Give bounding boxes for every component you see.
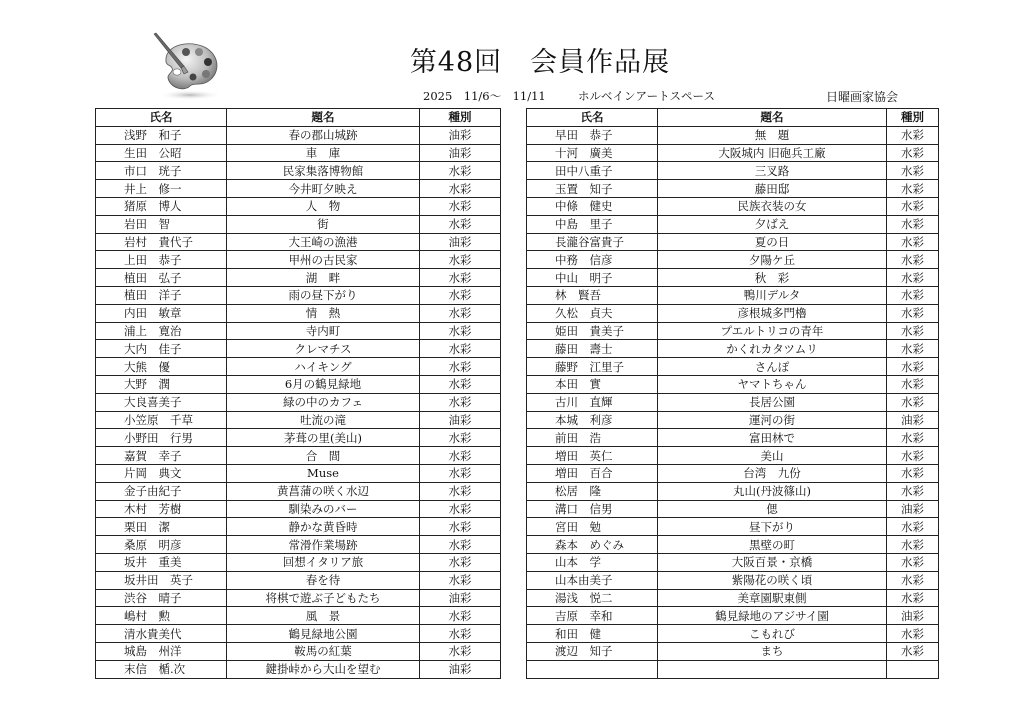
artwork-medium: 水彩 [420,180,501,198]
member-name: 市口 珖子 [96,162,227,180]
artwork-medium: 水彩 [420,571,501,589]
artwork-title [658,660,887,678]
artwork-medium: 水彩 [887,251,939,269]
table-row [527,358,939,376]
column-header-title: 題名 [227,109,420,127]
artwork-medium: 水彩 [887,286,939,304]
member-name: 山本由美子 [527,571,658,589]
artwork-medium: 水彩 [887,322,939,340]
member-name: 中島 里子 [527,215,658,233]
column-header-medium: 種別 [420,109,501,127]
table-row [96,358,501,376]
artwork-title: 美山 [658,447,887,465]
artwork-title: 鶴見緑地のアジサイ園 [658,607,887,625]
table-row [96,393,501,411]
artwork-title: 富田林で [658,429,887,447]
table-row [96,464,501,482]
table-row [527,571,939,589]
artwork-title: 民家集落博物館 [227,162,420,180]
artwork-title: 鍵掛峠から大山を望む [227,660,420,678]
table-row [96,607,501,625]
table-row [527,286,939,304]
artwork-medium: 油彩 [420,144,501,162]
member-name: 溝口 信男 [527,500,658,518]
artwork-medium: 油彩 [887,607,939,625]
artwork-title: 回想イタリア旅 [227,553,420,571]
artwork-title: 今井町夕映え [227,180,420,198]
artwork-title: 合 間 [227,447,420,465]
artwork-medium: 水彩 [420,447,501,465]
member-name: 大内 佳子 [96,340,227,358]
table-row [527,464,939,482]
artwork-medium: 水彩 [887,269,939,287]
member-name: 藤野 江里子 [527,358,658,376]
table-row [96,660,501,678]
table-row [527,393,939,411]
artwork-medium: 水彩 [420,304,501,322]
member-name: 小野田 行男 [96,429,227,447]
table-row [527,269,939,287]
artwork-title: ハイキング [227,358,420,376]
member-name: 増田 英仁 [527,447,658,465]
member-name: 玉置 知子 [527,180,658,198]
artwork-medium: 水彩 [887,215,939,233]
table-row [96,411,501,429]
artwork-medium: 水彩 [420,358,501,376]
table-row [527,197,939,215]
artwork-medium: 油彩 [420,411,501,429]
table-row [527,518,939,536]
column-header-name: 氏名 [527,109,658,127]
artwork-medium: 水彩 [420,215,501,233]
artwork-title: 寺内町 [227,322,420,340]
artwork-title: 街 [227,215,420,233]
table-header-row [527,109,939,127]
member-name: 末信 楯.次 [96,660,227,678]
member-name: 上田 恭子 [96,251,227,269]
artwork-medium: 水彩 [887,536,939,554]
table-row [96,482,501,500]
member-name: 岩田 智 [96,215,227,233]
artwork-title: 秋 彩 [658,269,887,287]
table-row [527,233,939,251]
member-name: 田中八重子 [527,162,658,180]
member-name: 内田 敏章 [96,304,227,322]
artwork-medium: 水彩 [420,607,501,625]
member-name: 森本 めぐみ [527,536,658,554]
member-name: 小笠原 千草 [96,411,227,429]
table-row [527,500,939,518]
member-name: 浦上 寛治 [96,322,227,340]
table-row [96,375,501,393]
table-header-row [96,109,501,127]
table-row [527,375,939,393]
artwork-medium: 水彩 [420,393,501,411]
artwork-medium: 水彩 [420,464,501,482]
table-row [96,553,501,571]
artwork-title: 雨の昼下がり [227,286,420,304]
table-row [96,269,501,287]
member-name: 中條 健史 [527,197,658,215]
artwork-medium: 水彩 [420,553,501,571]
artwork-medium: 水彩 [887,589,939,607]
artwork-title: 静かな黄昏時 [227,518,420,536]
artwork-medium: 水彩 [887,304,939,322]
artwork-title: 車 庫 [227,144,420,162]
artwork-medium: 水彩 [420,500,501,518]
member-name: 藤田 壽士 [527,340,658,358]
artwork-medium: 油彩 [887,411,939,429]
table-row [96,429,501,447]
table-row [96,286,501,304]
artwork-medium: 水彩 [420,286,501,304]
artwork-title: 風 景 [227,607,420,625]
member-name: 早田 恭子 [527,126,658,144]
artwork-title: 夏の日 [658,233,887,251]
member-name: 中山 明子 [527,269,658,287]
member-name: 大熊 優 [96,358,227,376]
artwork-title: 緑の中のカフェ [227,393,420,411]
artwork-medium: 油彩 [420,126,501,144]
table-row [527,304,939,322]
artwork-title: クレマチス [227,340,420,358]
table-row [527,429,939,447]
artwork-title: 大王崎の漁港 [227,233,420,251]
member-name: 林 賢吾 [527,286,658,304]
table-row [527,162,939,180]
member-name: 大良喜美子 [96,393,227,411]
member-name: 久松 貞夫 [527,304,658,322]
table-row [96,233,501,251]
artwork-medium: 水彩 [420,518,501,536]
exhibition-date: 2025 11/6～ 11/11 [423,89,546,103]
member-name: 吉原 幸和 [527,607,658,625]
table-row [96,304,501,322]
table-row [96,197,501,215]
table-row [96,126,501,144]
member-name: 生田 公昭 [96,144,227,162]
artwork-medium: 水彩 [887,375,939,393]
member-name: 坂井 重美 [96,553,227,571]
member-name: 栗田 潔 [96,518,227,536]
artwork-medium: 水彩 [887,642,939,660]
artwork-medium: 水彩 [420,251,501,269]
member-name: 猪原 博人 [96,197,227,215]
table-row [527,660,939,678]
artwork-medium: 水彩 [887,126,939,144]
member-table-right [526,108,939,679]
table-row [96,162,501,180]
member-name: 松居 隆 [527,482,658,500]
member-name: 古川 直輝 [527,393,658,411]
table-row [96,589,501,607]
column-header-title: 題名 [658,109,887,127]
palette-brush-icon [146,32,228,104]
artwork-title: ヤマトちゃん [658,375,887,393]
table-row [96,322,501,340]
artwork-title: 6月の鶴見緑地 [227,375,420,393]
table-row [527,215,939,233]
artwork-title: 夕陽ケ丘 [658,251,887,269]
member-name: 本城 利彦 [527,411,658,429]
table-row [96,144,501,162]
member-name: 宮田 勉 [527,518,658,536]
artwork-medium: 水彩 [887,358,939,376]
artwork-title: 黒壁の町 [658,536,887,554]
table-row [527,340,939,358]
artwork-medium: 水彩 [887,447,939,465]
member-name: 嶋村 勲 [96,607,227,625]
artwork-medium: 油彩 [420,660,501,678]
artwork-medium: 水彩 [420,429,501,447]
table-row [527,625,939,643]
artwork-medium: 油彩 [420,589,501,607]
artwork-medium: 水彩 [420,375,501,393]
artwork-medium: 水彩 [887,162,939,180]
table-row [527,447,939,465]
member-name: 片岡 典文 [96,464,227,482]
artwork-title: 丸山(丹波篠山) [658,482,887,500]
table-row [527,536,939,554]
artwork-medium: 水彩 [420,625,501,643]
member-name: 大野 潤 [96,375,227,393]
member-name: 植田 洋子 [96,286,227,304]
table-row [96,642,501,660]
artwork-medium: 油彩 [887,500,939,518]
member-name: 井上 修一 [96,180,227,198]
artwork-title: かくれカタツムリ [658,340,887,358]
member-name: 中務 信彦 [527,251,658,269]
artwork-title: 大阪百景・京橋 [658,553,887,571]
artwork-title: 春の郡山城跡 [227,126,420,144]
artwork-title: 馴染みのバー [227,500,420,518]
member-name: 桑原 明彦 [96,536,227,554]
artwork-medium: 水彩 [420,536,501,554]
artwork-medium: 水彩 [420,642,501,660]
table-row [527,411,939,429]
artwork-title: 美章園駅東側 [658,589,887,607]
member-name: 浅野 和子 [96,126,227,144]
table-row [96,340,501,358]
artwork-title: 鶴見緑地公園 [227,625,420,643]
artwork-medium: 水彩 [887,625,939,643]
artwork-title: 吐流の滝 [227,411,420,429]
exhibition-venue: ホルベインアートスペース [578,89,715,103]
member-name: 金子由紀子 [96,482,227,500]
table-row [527,642,939,660]
artwork-title: 夕ばえ [658,215,887,233]
artwork-medium: 油彩 [420,233,501,251]
artwork-medium: 水彩 [887,553,939,571]
artwork-title: さんぽ [658,358,887,376]
artwork-title: 湖 畔 [227,269,420,287]
artwork-title: 台湾 九份 [658,464,887,482]
artwork-medium: 水彩 [887,518,939,536]
member-name: 清水貴美代 [96,625,227,643]
table-row [96,500,501,518]
organization-name: 日曜画家協会 [826,90,899,104]
artwork-title: 紫陽花の咲く頃 [658,571,887,589]
artwork-medium: 水彩 [420,269,501,287]
artwork-title: 長居公園 [658,393,887,411]
artwork-title: 常滑作業場跡 [227,536,420,554]
table-row [527,251,939,269]
member-table-left [95,108,501,679]
table-row [96,447,501,465]
artwork-title: 昼下がり [658,518,887,536]
table-row [96,518,501,536]
artwork-medium: 水彩 [887,233,939,251]
member-name: 坂井田 英子 [96,571,227,589]
artwork-medium: 水彩 [887,464,939,482]
member-name: 嘉賀 幸子 [96,447,227,465]
table-row [96,180,501,198]
table-row [527,589,939,607]
member-name: 前田 浩 [527,429,658,447]
member-name [527,660,658,678]
artwork-title: 運河の街 [658,411,887,429]
member-name: 城島 州洋 [96,642,227,660]
artwork-title: 情 熱 [227,304,420,322]
artwork-title: 大阪城内 旧砲兵工廠 [658,144,887,162]
table-row [527,322,939,340]
table-row [527,482,939,500]
column-header-medium: 種別 [887,109,939,127]
member-name: 渡辺 知子 [527,642,658,660]
artwork-title: 鞍馬の紅葉 [227,642,420,660]
table-row [96,571,501,589]
artwork-medium: 水彩 [420,340,501,358]
artwork-medium: 水彩 [420,482,501,500]
member-name: 木村 芳樹 [96,500,227,518]
table-row [96,536,501,554]
member-name: 岩村 貴代子 [96,233,227,251]
artwork-title: 春を待 [227,571,420,589]
artwork-title: 将棋で遊ぶ子どもたち [227,589,420,607]
artwork-title: 彦根城多門櫓 [658,304,887,322]
artwork-medium: 水彩 [887,197,939,215]
column-header-name: 氏名 [96,109,227,127]
artwork-title: 偲 [658,500,887,518]
artwork-title: 三叉路 [658,162,887,180]
table-row [527,180,939,198]
table-row [96,251,501,269]
artwork-title: こもれび [658,625,887,643]
artwork-medium [887,660,939,678]
artwork-title: 藤田邸 [658,180,887,198]
member-name: 姫田 貴美子 [527,322,658,340]
member-name: 和田 健 [527,625,658,643]
artwork-title: 無 題 [658,126,887,144]
member-name: 山本 学 [527,553,658,571]
artwork-title: 黄菖蒲の咲く水辺 [227,482,420,500]
artwork-title: Muse [227,464,420,482]
artwork-medium: 水彩 [887,429,939,447]
artwork-title: プエルトリコの青年 [658,322,887,340]
table-row [96,625,501,643]
artwork-medium: 水彩 [420,197,501,215]
artwork-medium: 水彩 [887,571,939,589]
artwork-medium: 水彩 [887,393,939,411]
member-name: 植田 弘子 [96,269,227,287]
artwork-title: 鴨川デルタ [658,286,887,304]
artwork-medium: 水彩 [887,144,939,162]
artwork-medium: 水彩 [887,482,939,500]
member-name: 渋谷 晴子 [96,589,227,607]
table-row [527,126,939,144]
artwork-title: まち [658,642,887,660]
artwork-title: 茅葺の里(美山) [227,429,420,447]
table-row [527,607,939,625]
artwork-medium: 水彩 [420,162,501,180]
member-name: 十河 廣美 [527,144,658,162]
artwork-medium: 水彩 [420,322,501,340]
artwork-medium: 水彩 [887,180,939,198]
artwork-title: 民族衣装の女 [658,197,887,215]
artwork-title: 人 物 [227,197,420,215]
artwork-medium: 水彩 [887,340,939,358]
artwork-title: 甲州の古民家 [227,251,420,269]
member-name: 増田 百合 [527,464,658,482]
page-title: 第48回 会員作品展 [409,47,671,78]
member-name: 湯浅 悦二 [527,589,658,607]
member-name: 長瀧谷富貴子 [527,233,658,251]
table-row [527,144,939,162]
table-row [527,553,939,571]
member-name: 本田 實 [527,375,658,393]
table-row [96,215,501,233]
